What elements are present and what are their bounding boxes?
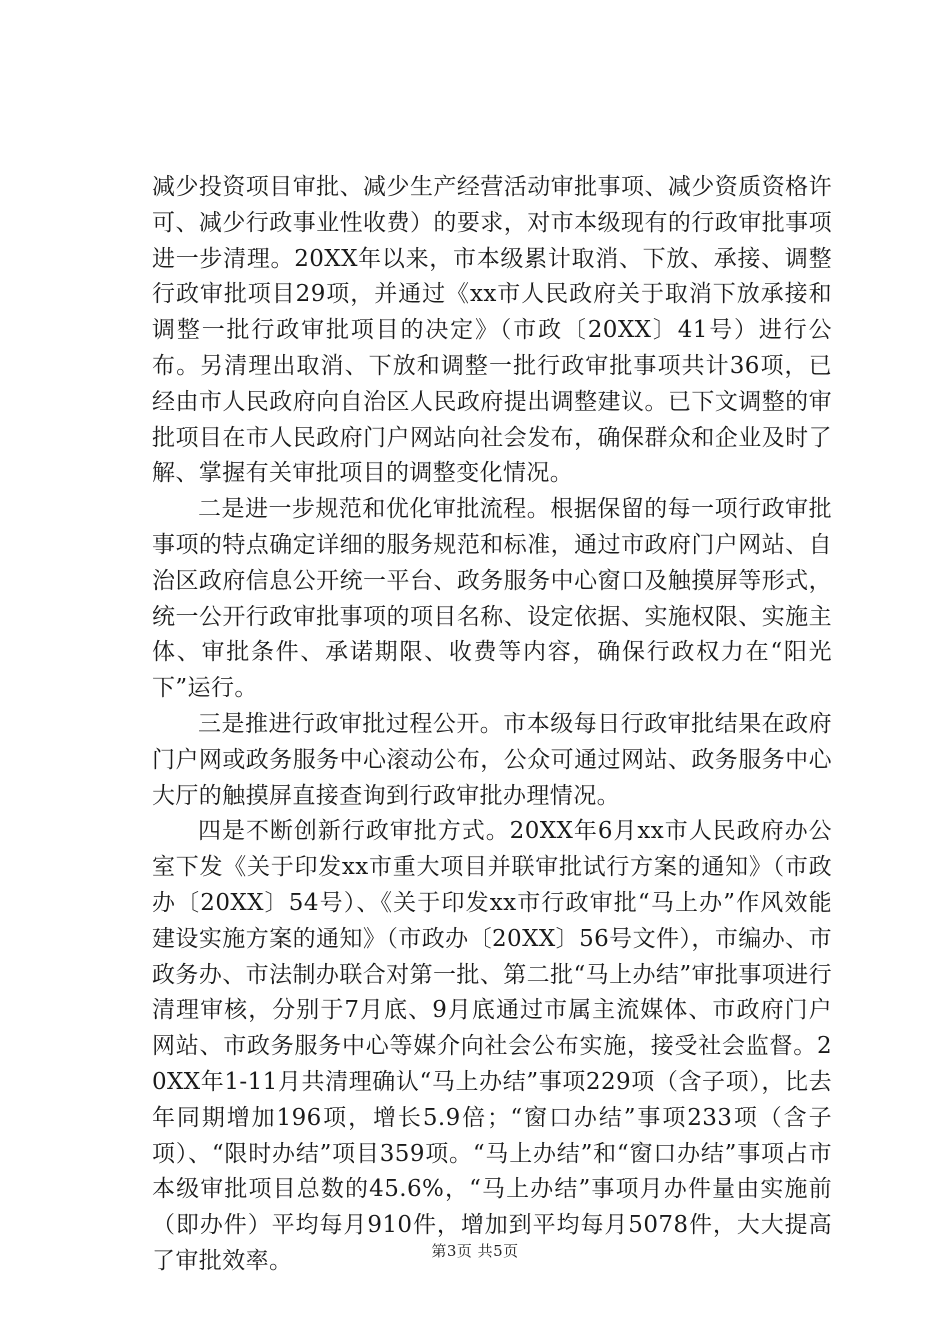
paragraph-item-4: 四是不断创新行政审批方式。20XX年6月xx市人民政府办公室下发《关于印发xx市重大项目并联审批试行方案的通知》（市政办〔20XX〕54号）、《关于印发xx市行政审批“马上办”作风效能建设实施方案的通知》（市政办〔20XX〕56号文件），市编办、市政务办、市法制办联合对第一批、第二批“马上办结”审批事项进行清理审核，分别于7月底、9月底通过市属主流媒体、市政府门户网站、市政务服务中心等媒介向社会公布实施，接受社会监督。20XX年1-11月共清理确认“马上办结”事项229项（含子项），比去年同期增加196项，增长5.9倍；“窗口办结”事项233项（含子项）、“限时办结”项目359项。“马上办结”和“窗口办结”事项占市本级审批项目总数的45.6%，“马上办结”事项月办件量由实施前（即办件）平均每月910件，增加到平均每月5078件，大大提高了审批效率。 <box>152 818 832 1274</box>
paragraph-continued: 减少投资项目审批、减少生产经营活动审批事项、减少资质资格许可、减少行政事业性收费）的要求，对市本级现有的行政审批事项进一步清理。20XX年以来，市本级累计取消、下放、承接、调整行政审批项目29项，并通过《xx市人民政府关于取消下放承接和调整一批行政审批项目的决定》（市政〔20XX〕41号）进行公布。另清理出取消、下放和调整一批行政审批事项共计36项，已经由市人民政府向自治区人民政府提出调整建议。已下文调整的审批项目在市人民政府门户网站向社会发布，确保群众和企业及时了解、掌握有关审批项目的调整变化情况。 <box>152 174 832 487</box>
paragraph-item-2: 二是进一步规范和优化审批流程。根据保留的每一项行政审批事项的特点确定详细的服务规范和标准，通过市政府门户网站、自治区政府信息公开统一平台、政务服务中心窗口及触摸屏等形式，统一公开行政审批事项的项目名称、设定依据、实施权限、实施主体、审批条件、承诺期限、收费等内容，确保行政权力在“阳光下”运行。 <box>152 496 832 702</box>
page-number-footer: 第3页 共5页 <box>431 1242 519 1260</box>
document-body <box>152 170 832 1280</box>
paragraph-item-3: 三是推进行政审批过程公开。市本级每日行政审批结果在政府门户网或政务服务中心滚动公布，公众可通过网站、政务服务中心大厅的触摸屏直接查询到行政审批办理情况。 <box>152 710 832 809</box>
